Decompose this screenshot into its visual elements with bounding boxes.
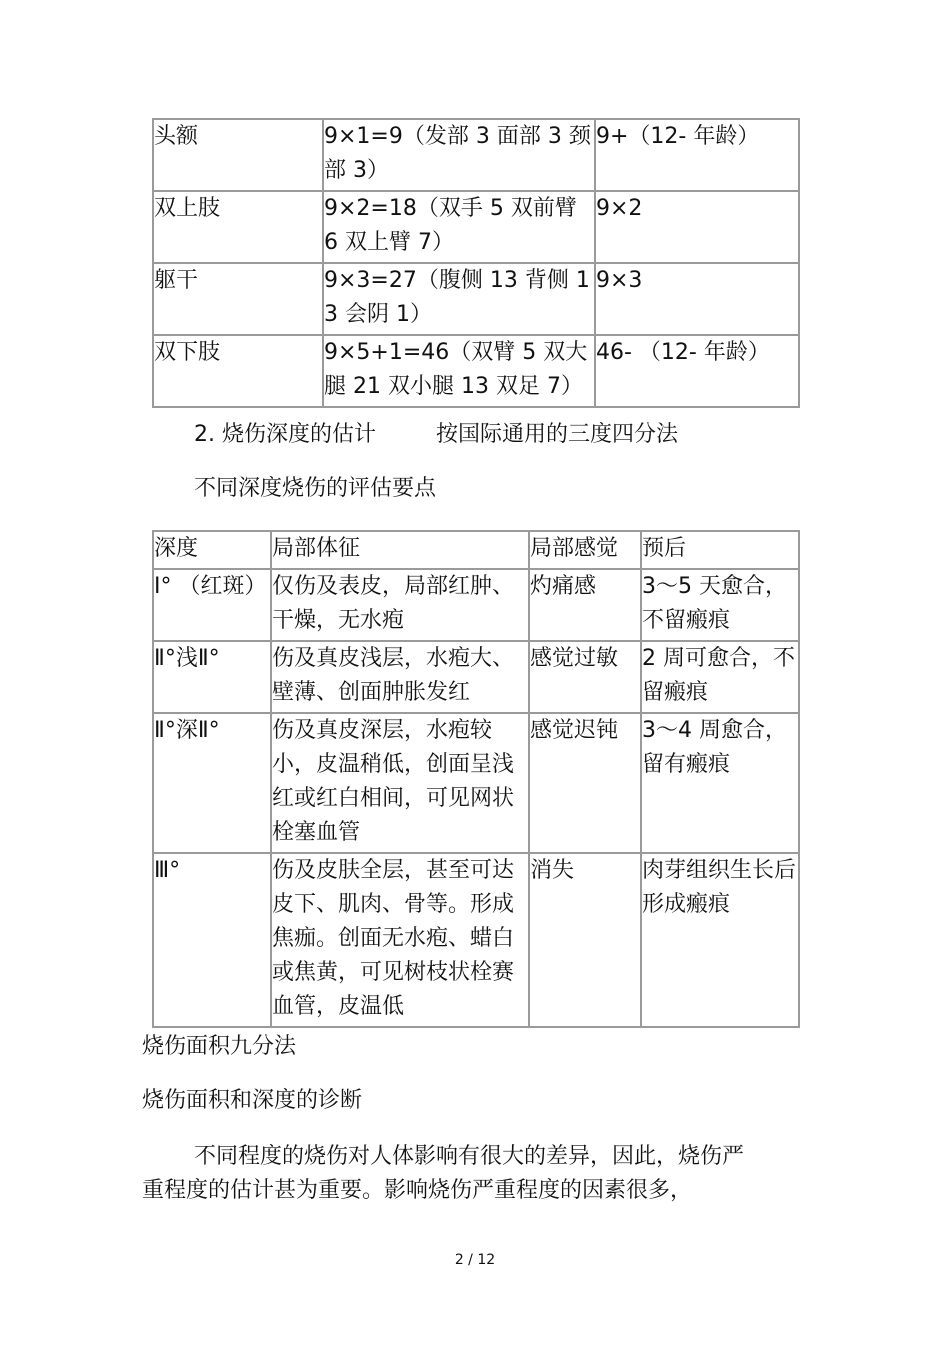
table-cell: 仅伤及表皮，局部红肿、干燥，无水疱 [271,569,529,641]
table-cell: 2 周可愈合，不留瘢痕 [641,641,799,713]
table-cell: 感觉迟钝 [529,713,641,853]
table-cell: Ⅰ° （红斑） [153,569,271,641]
table-caption: 不同深度烧伤的评估要点 [194,476,437,501]
column-header: 局部感觉 [529,531,641,569]
section-heading: 2. 烧伤深度的估计 [194,422,376,447]
table-cell: 伤及真皮深层，水疱较小，皮温稍低，创面呈浅红或红白相间，可见网状栓塞血管 [271,713,529,853]
diagnosis-heading: 烧伤面积和深度的诊断 [142,1088,363,1113]
table-row [153,191,799,263]
table-header-row [153,531,799,569]
body-paragraph: 不同程度的烧伤对人体影响有很大的差异，因此，烧伤严重程度的估计甚为重要。影响烧伤严重程度的因素很多， [142,1144,745,1203]
table-cell: Ⅱ°浅Ⅱ° [153,641,271,713]
table-row [153,853,799,1027]
table-cell: 9×5+1=46（双臂 5 双大腿 21 双小腿 13 双足 7） [323,335,595,407]
method-text: 按国际通用的三度四分法 [436,422,679,447]
table-cell: 3～4 周愈合，留有瘢痕 [641,713,799,853]
burn-area-table [152,118,800,408]
table-cell: Ⅱ°深Ⅱ° [153,713,271,853]
table-row [153,335,799,407]
burn-depth-table [152,530,800,1028]
table-cell: 9×2 [595,191,799,263]
table-row [153,119,799,191]
table-cell: 躯干 [153,263,323,335]
table-cell: 9×3=27（腹侧 13 背侧 13 会阴 1） [323,263,595,335]
table-cell: 3～5 天愈合，不留瘢痕 [641,569,799,641]
table-cell: 感觉过敏 [529,641,641,713]
table-cell: 消失 [529,853,641,1027]
page-number: 2 / 12 [454,1252,496,1268]
table-cell: 9×1=9（发部 3 面部 3 颈部 3） [323,119,595,191]
table-cell: 9×2=18（双手 5 双前臂 6 双上臂 7） [323,191,595,263]
nine-rule-heading: 烧伤面积九分法 [142,1034,297,1059]
table-row [153,569,799,641]
table-cell: 灼痛感 [529,569,641,641]
table-cell: 头额 [153,119,323,191]
table-row [153,263,799,335]
table-cell: 双上肢 [153,191,323,263]
table-cell: Ⅲ° [153,853,271,1027]
table-cell: 伤及真皮浅层，水疱大、壁薄、创面肿胀发红 [271,641,529,713]
column-header: 预后 [641,531,799,569]
table-cell: 46- （12- 年龄） [595,335,799,407]
column-header: 局部体征 [271,531,529,569]
table-cell: 9+（12- 年龄） [595,119,799,191]
table-row [153,641,799,713]
column-header: 深度 [153,531,271,569]
table-cell: 肉芽组织生长后形成瘢痕 [641,853,799,1027]
table-cell: 伤及皮肤全层，甚至可达皮下、肌肉、骨等。形成焦痂。创面无水疱、蜡白或焦黄，可见树枝状栓赛血管，皮温低 [271,853,529,1027]
table-row [153,713,799,853]
table-cell: 双下肢 [153,335,323,407]
table-cell: 9×3 [595,263,799,335]
